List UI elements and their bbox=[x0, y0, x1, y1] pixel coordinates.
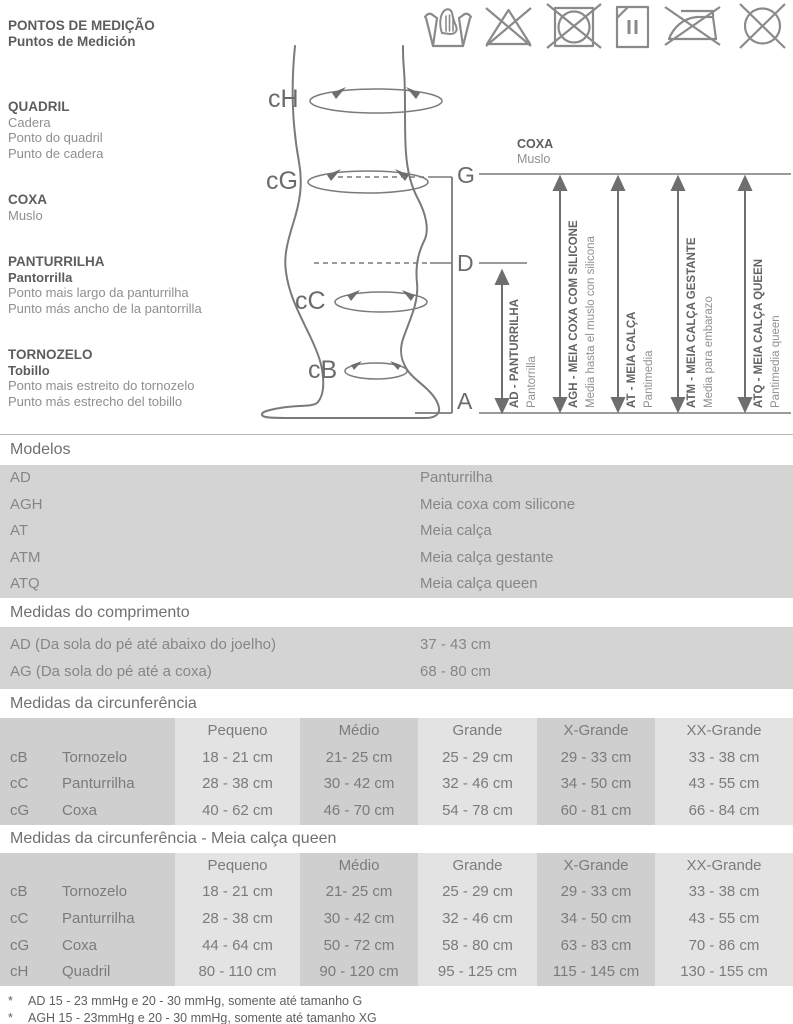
point-code: cH bbox=[10, 963, 29, 981]
measurement-points-text bbox=[8, 18, 270, 440]
table-row bbox=[0, 658, 793, 685]
ankle-label: cB bbox=[308, 356, 338, 384]
size-value: 40 - 62 cm bbox=[175, 798, 300, 825]
length-value: 68 - 80 cm bbox=[420, 662, 491, 680]
asterisk-marker: * bbox=[8, 994, 13, 1009]
size-value: 32 - 46 cm bbox=[418, 771, 537, 798]
quadril-desc-pt: Ponto do quadril bbox=[8, 130, 103, 145]
corner-cell bbox=[0, 853, 175, 880]
size-value: 130 - 155 cm bbox=[655, 959, 793, 986]
measurement-points-title bbox=[8, 18, 270, 49]
column-header: X-Grande bbox=[537, 853, 655, 880]
garment-label-atq: ATQ - MEIA CALÇA QUEEN bbox=[753, 258, 765, 408]
thigh-label: cG bbox=[266, 167, 298, 195]
panturrilha-pt: PANTURRILHA bbox=[8, 254, 105, 269]
length-label: AD (Da sola do pé até abaixo do joelho) bbox=[10, 635, 277, 653]
table-row bbox=[0, 545, 793, 572]
size-value: 25 - 29 cm bbox=[418, 745, 537, 772]
garment-label-agh: AGH - MEIA COXA COM SILICONE bbox=[568, 220, 580, 408]
asterisk-marker: * bbox=[8, 1010, 13, 1024]
size-value: 21- 25 cm bbox=[300, 745, 418, 772]
coxa-es: Muslo bbox=[8, 207, 43, 223]
size-value: 30 - 42 cm bbox=[300, 771, 418, 798]
garment-trans-at: Pantimedia bbox=[643, 350, 655, 408]
size-value: 29 - 33 cm bbox=[537, 879, 655, 906]
model-name: Meia calça queen bbox=[420, 575, 538, 593]
row-label bbox=[0, 879, 175, 906]
length-table bbox=[0, 627, 793, 689]
models-table bbox=[0, 465, 793, 598]
size-value: 58 - 80 cm bbox=[418, 933, 537, 960]
tornozelo-desc-pt: Ponto mais estreito do tornozelo bbox=[8, 378, 195, 393]
column-header: Médio bbox=[300, 853, 418, 880]
panturrilha-es: Pantorrilla bbox=[8, 269, 73, 285]
coxa-zone-es: Muslo bbox=[517, 151, 551, 166]
model-name: Meia calça bbox=[420, 522, 492, 540]
size-value: 34 - 50 cm bbox=[537, 906, 655, 933]
size-value: 18 - 21 cm bbox=[175, 745, 300, 772]
point-quadril bbox=[8, 99, 270, 161]
garment-trans-atm: Media para embarazo bbox=[703, 296, 715, 408]
column-header: XX-Grande bbox=[655, 853, 793, 880]
column-header: Grande bbox=[418, 853, 537, 880]
coxa-zone-header bbox=[517, 137, 553, 166]
model-code: AD bbox=[10, 469, 31, 486]
table-row bbox=[0, 518, 793, 545]
footnotes bbox=[0, 993, 793, 1024]
coxa-pt: COXA bbox=[8, 192, 48, 207]
title-pt: PONTOS DE MEDIÇÃO bbox=[8, 18, 155, 33]
measurement-diagram-section bbox=[0, 0, 793, 434]
footnote-line bbox=[0, 993, 793, 1010]
size-value: 46 - 70 cm bbox=[300, 798, 418, 825]
garment-trans-ad: Pantorrilla bbox=[526, 356, 538, 408]
point-panturrilha bbox=[8, 254, 270, 316]
size-value: 28 - 38 cm bbox=[175, 771, 300, 798]
row-label bbox=[0, 959, 175, 986]
length-letter-bottom: A bbox=[457, 388, 473, 414]
hip-circumference-ellipse bbox=[310, 89, 442, 113]
circumference-table bbox=[0, 718, 793, 825]
size-value: 63 - 83 cm bbox=[537, 933, 655, 960]
model-code: ATM bbox=[10, 548, 41, 566]
point-code: cB bbox=[10, 883, 28, 901]
model-name: Meia coxa com silicone bbox=[420, 495, 576, 513]
size-value: 115 - 145 cm bbox=[537, 959, 655, 986]
size-value: 70 - 86 cm bbox=[655, 933, 793, 960]
size-value: 30 - 42 cm bbox=[300, 906, 418, 933]
column-header: X-Grande bbox=[537, 718, 655, 745]
size-value: 60 - 81 cm bbox=[537, 798, 655, 825]
model-name: Meia calça gestante bbox=[420, 548, 554, 566]
calf-label: cC bbox=[295, 287, 326, 315]
point-name: Coxa bbox=[62, 936, 98, 954]
length-letter-knee: D bbox=[457, 250, 474, 276]
table-row bbox=[0, 631, 793, 658]
garment-label-at: AT - MEIA CALÇA bbox=[626, 311, 638, 408]
hip-label: cH bbox=[268, 85, 299, 113]
model-name: Panturrilha bbox=[420, 469, 493, 486]
length-label: AG (Da sola do pé até a coxa) bbox=[10, 662, 212, 680]
tornozelo-pt: TORNOZELO bbox=[8, 347, 93, 362]
size-value: 66 - 84 cm bbox=[655, 798, 793, 825]
corner-cell bbox=[0, 718, 175, 745]
model-code: ATQ bbox=[10, 575, 40, 593]
column-header: XX-Grande bbox=[655, 718, 793, 745]
length-section-title: Medidas do comprimento bbox=[10, 603, 190, 621]
title-es: Puntos de Medición bbox=[8, 33, 136, 49]
row-label bbox=[0, 771, 175, 798]
garment-trans-agh: Media hasta el muslo con silicona bbox=[585, 236, 597, 408]
table-row bbox=[0, 571, 793, 598]
table-row bbox=[0, 492, 793, 519]
size-value: 80 - 110 cm bbox=[175, 959, 300, 986]
size-value: 43 - 55 cm bbox=[655, 906, 793, 933]
point-coxa bbox=[8, 192, 270, 223]
point-code: cB bbox=[10, 748, 28, 766]
garment-label-atm: ATM - MEIA CALÇA GESTANTE bbox=[686, 237, 698, 408]
model-code: AT bbox=[10, 522, 29, 540]
footnote-line bbox=[0, 1010, 793, 1024]
garment-label-ad: AD - PANTURRILHA bbox=[509, 298, 521, 408]
panturrilha-desc-pt: Ponto mais largo da panturrilha bbox=[8, 285, 189, 300]
size-value: 90 - 120 cm bbox=[300, 959, 418, 986]
model-code: AGH bbox=[10, 495, 43, 513]
column-header: Médio bbox=[300, 718, 418, 745]
point-code: cG bbox=[10, 802, 30, 820]
point-code: cC bbox=[10, 775, 29, 793]
length-letter-top: G bbox=[457, 162, 475, 188]
row-label bbox=[0, 798, 175, 825]
coxa-zone-pt: COXA bbox=[517, 137, 554, 151]
size-value: 18 - 21 cm bbox=[175, 879, 300, 906]
quadril-pt: QUADRIL bbox=[8, 99, 70, 114]
column-header: Pequeno bbox=[175, 853, 300, 880]
size-value: 95 - 125 cm bbox=[418, 959, 537, 986]
point-name: Tornozelo bbox=[62, 748, 128, 766]
size-value: 54 - 78 cm bbox=[418, 798, 537, 825]
quadril-es: Cadera bbox=[8, 114, 51, 130]
column-header: Pequeno bbox=[175, 718, 300, 745]
size-value: 29 - 33 cm bbox=[537, 745, 655, 772]
circumference-section-title: Medidas da circunferência bbox=[10, 694, 197, 712]
column-header: Grande bbox=[418, 718, 537, 745]
point-code: cC bbox=[10, 910, 29, 928]
point-tornozelo bbox=[8, 347, 270, 409]
circumference-queen-section-title: Medidas da circunferência - Meia calça queen bbox=[10, 829, 337, 847]
length-value: 37 - 43 cm bbox=[420, 635, 491, 653]
size-value: 25 - 29 cm bbox=[418, 879, 537, 906]
size-value: 34 - 50 cm bbox=[537, 771, 655, 798]
size-value: 33 - 38 cm bbox=[655, 879, 793, 906]
point-name: Panturrilha bbox=[62, 775, 135, 793]
size-value: 33 - 38 cm bbox=[655, 745, 793, 772]
size-value: 43 - 55 cm bbox=[655, 771, 793, 798]
table-row bbox=[0, 465, 793, 492]
point-code: cG bbox=[10, 936, 30, 954]
panturrilha-desc-es: Punto más ancho de la pantorrilla bbox=[8, 300, 202, 316]
point-name: Coxa bbox=[62, 802, 98, 820]
size-value: 21- 25 cm bbox=[300, 879, 418, 906]
garment-trans-atq: Pantimedia queen bbox=[770, 315, 782, 408]
row-label bbox=[0, 745, 175, 772]
footnote-text: AD 15 - 23 mmHg e 20 - 30 mmHg, somente até tamanho G bbox=[28, 994, 363, 1009]
row-label bbox=[0, 933, 175, 960]
size-value: 32 - 46 cm bbox=[418, 906, 537, 933]
tornozelo-es: Tobillo bbox=[8, 362, 50, 378]
footnote-text: AGH 15 - 23mmHg e 20 - 30 mmHg, somente até tamanho XG bbox=[28, 1010, 377, 1024]
size-value: 44 - 64 cm bbox=[175, 933, 300, 960]
tornozelo-desc-es: Punto más estrecho del tobillo bbox=[8, 393, 183, 409]
models-section-title: Modelos bbox=[0, 434, 793, 465]
row-label bbox=[0, 906, 175, 933]
quadril-desc-es: Punto de cadera bbox=[8, 145, 104, 161]
point-name: Panturrilha bbox=[62, 910, 135, 928]
circumference-queen-table bbox=[0, 853, 793, 986]
point-name: Quadril bbox=[62, 963, 111, 981]
point-name: Tornozelo bbox=[62, 883, 128, 901]
size-value: 50 - 72 cm bbox=[300, 933, 418, 960]
size-value: 28 - 38 cm bbox=[175, 906, 300, 933]
